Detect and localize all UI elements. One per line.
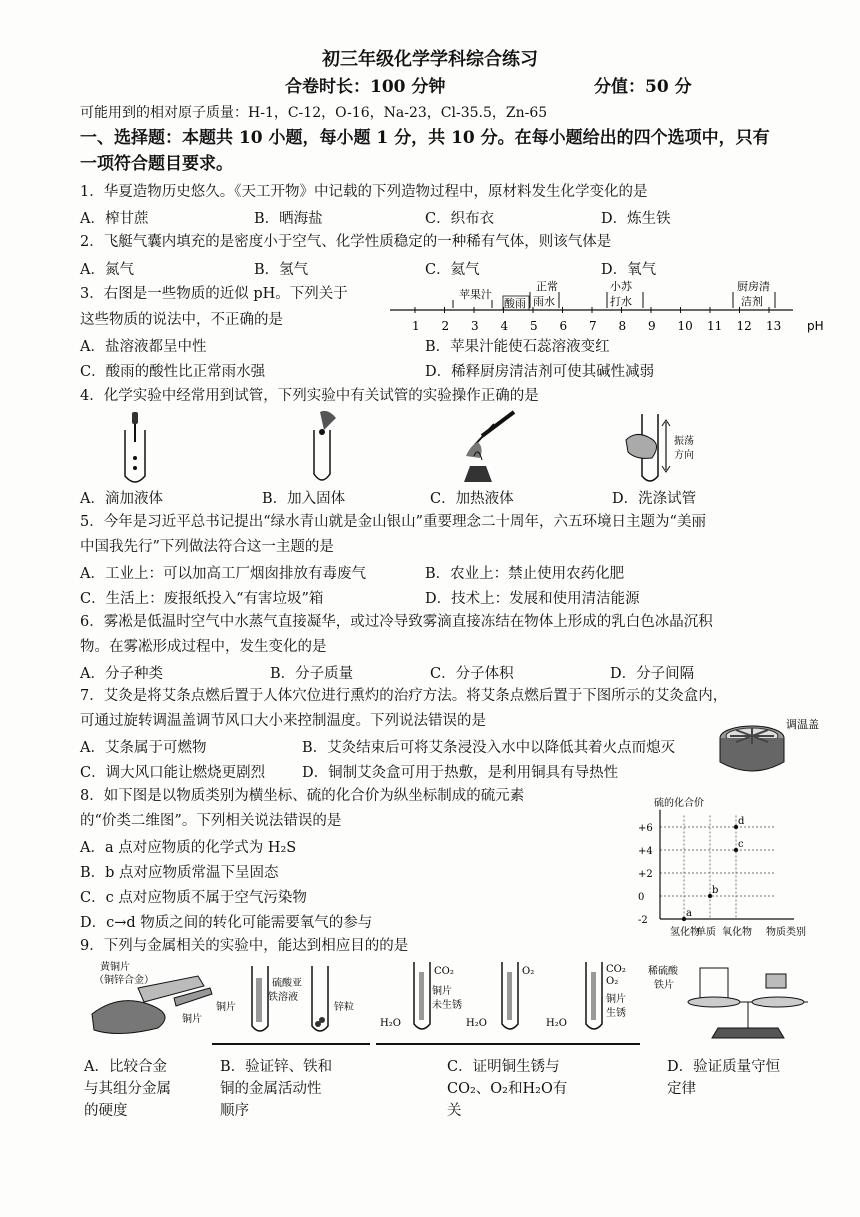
ph-tick-label: 2 bbox=[441, 319, 450, 333]
figC-label-3: 未生锈 bbox=[432, 1000, 462, 1011]
q6-option-b: B．分子质量 bbox=[270, 666, 354, 682]
figC-label-10: 生锈 bbox=[606, 1008, 626, 1019]
q4-option-a: A．滴加液体 bbox=[80, 491, 163, 507]
q5-option-c: C．生活上：废报纸投入“有害垃圾”箱 bbox=[80, 591, 324, 607]
q6-option-c: C．分子体积 bbox=[430, 666, 514, 682]
figC-label-11: H₂O bbox=[546, 1018, 567, 1029]
q3-option-d: D．稀释厨房清洁剂可使其碱性减弱 bbox=[425, 364, 655, 380]
figA-label-2: （铜锌合金） bbox=[94, 975, 154, 986]
exam-duration: 合卷时长：100 分钟 bbox=[285, 77, 446, 97]
ph-tick-label: 1 bbox=[412, 319, 420, 333]
ph-tick-label: 5 bbox=[530, 319, 538, 333]
ph-tick-label: 13 bbox=[766, 319, 782, 333]
q9-option-c-line2: CO₂、O₂和H₂O有 bbox=[447, 1081, 568, 1097]
valence-class-chart bbox=[626, 792, 826, 942]
q6-option-d: D．分子间隔 bbox=[610, 666, 695, 682]
solid-adding-figure bbox=[300, 408, 350, 484]
ph-tick-label: 9 bbox=[648, 319, 656, 333]
q5-option-d: D．技术上：发展和使用清洁能源 bbox=[425, 591, 640, 607]
q1-stem: 1．华夏造物历史悠久。《天工开物》中记载的下列造物过程中，原材料发生化学变化的是 bbox=[80, 184, 648, 200]
ph-tick-label: 10 bbox=[677, 319, 693, 333]
ph-label-normal: 正常 bbox=[536, 280, 558, 293]
copper-rust-figure bbox=[374, 958, 642, 1048]
figC-label-2: 铜片 bbox=[432, 986, 452, 997]
q5-stem: 5．今年是习近平总书记提出“绿水青山就是金山银山”重要理念二十周年，六五环境日主题为“美丽 bbox=[80, 514, 706, 530]
q8-stem: 8．如下图是以物质类别为横坐标、硫的化合价为纵坐标制成的硫元素 bbox=[80, 788, 525, 804]
point-label-b: b bbox=[712, 885, 719, 896]
y-tick-label: +2 bbox=[638, 869, 653, 880]
x-tick-label: 氧化物 bbox=[722, 927, 752, 938]
y-tick-label: +6 bbox=[638, 823, 653, 834]
figB-label-3: 铁溶液 bbox=[268, 992, 298, 1003]
x-axis-label: 物质类别 bbox=[766, 927, 806, 938]
y-tick-label: -2 bbox=[638, 915, 648, 926]
q1-option-a: A．榨甘蔗 bbox=[80, 211, 149, 227]
figC-label-9: 铜片 bbox=[606, 994, 626, 1005]
q8-option-b: B．b 点对应物质常温下呈固态 bbox=[80, 865, 279, 881]
q8-stem-cont: 的“价类二维图”。下列相关说法错误的是 bbox=[80, 813, 342, 829]
ph-tick-label: 12 bbox=[736, 319, 752, 333]
point-label-d: d bbox=[738, 816, 745, 827]
metal-activity-figure bbox=[212, 962, 372, 1048]
q7-option-d: D．铜制艾灸盒可用于热敷，是利用铜具有导热性 bbox=[302, 765, 619, 781]
ph-label-baking-soda-1: 小苏 bbox=[610, 280, 632, 293]
ph-unit-label: pH bbox=[807, 319, 824, 333]
exam-score: 分值：50 分 bbox=[594, 77, 692, 97]
moxa-box-figure bbox=[716, 714, 826, 778]
y-tick-label: 0 bbox=[638, 892, 645, 903]
ph-tick-label: 7 bbox=[589, 319, 597, 333]
q9-option-c-line1: C．证明铜生锈与 bbox=[447, 1059, 560, 1075]
q6-stem-cont: 物。在雾凇形成过程中，发生变化的是 bbox=[80, 639, 327, 655]
ph-label-cleaner-2: 洁剂 bbox=[741, 295, 763, 308]
figB-label-1: 铜片 bbox=[216, 1002, 236, 1013]
figA-label-1: 黄铜片 bbox=[100, 962, 130, 973]
q8-option-c: C．c 点对应物质不属于空气污染物 bbox=[80, 890, 307, 906]
figC-label-6: H₂O bbox=[466, 1018, 487, 1029]
q9-option-b-line1: B．验证锌、铁和 bbox=[220, 1059, 333, 1075]
q4-option-b: B．加入固体 bbox=[262, 491, 346, 507]
figC-label-5: O₂ bbox=[522, 966, 535, 977]
q6-option-a: A．分子种类 bbox=[80, 666, 163, 682]
q3-option-a: A．盐溶液都呈中性 bbox=[80, 339, 207, 355]
figB-label-2: 硫酸亚 bbox=[272, 978, 302, 989]
q1-option-c: C．织布衣 bbox=[425, 211, 495, 227]
y-axis-label: 硫的化合价 bbox=[654, 797, 704, 809]
apple-juice-bracket bbox=[453, 300, 492, 308]
brass-scratch-figure bbox=[78, 958, 218, 1040]
q9-option-a-line2: 与其组分金属 bbox=[84, 1081, 171, 1097]
q6-stem: 6．雾凇是低温时空气中水蒸气直接凝华，或过冷导致雾滴直接冻结在物体上形成的乳白色冰晶沉积 bbox=[80, 614, 713, 630]
x-tick-label: 氢化物 bbox=[670, 927, 700, 938]
figD-label-1: 稀硫酸 bbox=[648, 966, 678, 977]
ph-label-cleaner-1: 厨房清 bbox=[737, 280, 770, 293]
q2-option-c: C．氦气 bbox=[425, 262, 480, 278]
ph-scale-figure bbox=[385, 278, 825, 338]
q7-stem: 7．艾灸是将艾条点燃后置于人体穴位进行熏灼的治疗方法。将艾条点燃后置于下图所示的艾灸盒内， bbox=[80, 688, 728, 704]
q3-option-c: C．酸雨的酸性比正常雨水强 bbox=[80, 364, 266, 380]
ph-tick-label: 3 bbox=[471, 319, 479, 333]
q1-option-d: D．炼生铁 bbox=[601, 211, 671, 227]
q5-option-b: B．农业上：禁止使用农药化肥 bbox=[425, 566, 625, 582]
point-label-a: a bbox=[686, 908, 692, 919]
q3-option-b: B．苹果汁能使石蕊溶液变红 bbox=[425, 339, 610, 355]
washing-tube-figure bbox=[622, 410, 702, 486]
ph-label-rainwater: 雨水 bbox=[533, 295, 555, 308]
ph-tick-label: 4 bbox=[500, 319, 509, 333]
ph-label-apple-juice: 苹果汁 bbox=[459, 288, 492, 301]
balance-figure bbox=[648, 958, 818, 1048]
heating-liquid-figure bbox=[462, 408, 532, 486]
q4-stem: 4．化学实验中经常用到试管，下列实验中有关试管的实验操作正确的是 bbox=[80, 388, 539, 404]
q2-option-d: D．氧气 bbox=[601, 262, 657, 278]
q4-option-c: C．加热液体 bbox=[430, 491, 514, 507]
q2-stem: 2．飞艇气囊内填充的是密度小于空气、化学性质稳定的一种稀有气体，则该气体是 bbox=[80, 234, 612, 250]
figC-label-8: O₂ bbox=[606, 976, 619, 987]
figB-label-4: 锌粒 bbox=[334, 1002, 354, 1013]
shake-label-1: 振荡 bbox=[674, 436, 694, 447]
q9-option-a-line3: 的硬度 bbox=[84, 1103, 128, 1119]
figC-label-4: H₂O bbox=[380, 1018, 401, 1029]
y-tick-label: +4 bbox=[638, 846, 653, 857]
q7-option-a: A．艾条属于可燃物 bbox=[80, 740, 207, 756]
figC-label-1: CO₂ bbox=[434, 966, 454, 977]
q9-option-b-line2: 铜的金属活动性 bbox=[220, 1081, 322, 1097]
q7-option-b: B．艾灸结束后可将艾条浸没入水中以降低其着火点而熄灭 bbox=[302, 740, 676, 756]
q7-stem-cont: 可通过旋转调温盖调节风口大小来控制温度。下列说法错误的是 bbox=[80, 713, 486, 729]
q1-option-b: B．晒海盐 bbox=[254, 211, 323, 227]
x-tick-label: 单质 bbox=[696, 927, 716, 938]
ph-tick-label: 8 bbox=[618, 319, 627, 333]
q4-option-d: D．洗涤试管 bbox=[612, 491, 697, 507]
dropper-test-tube-figure bbox=[115, 412, 155, 484]
shake-label-2: 方向 bbox=[674, 450, 694, 461]
q5-option-a: A．工业上：可以加高工厂烟囱排放有毒废气 bbox=[80, 566, 366, 582]
q7-option-c: C．调大风口能让燃烧更剧烈 bbox=[80, 765, 266, 781]
q8-option-a: A．a 点对应物质的化学式为 H₂S bbox=[80, 840, 297, 856]
q9-stem: 9．下列与金属相关的实验中，能达到相应目的的是 bbox=[80, 938, 409, 954]
q9-option-a-line1: A．比较合金 bbox=[84, 1059, 167, 1075]
q9-option-c-line3: 关 bbox=[447, 1103, 462, 1119]
figD-label-2: 铁片 bbox=[654, 980, 674, 991]
figC-label-7: CO₂ bbox=[606, 964, 626, 975]
point-label-c: c bbox=[738, 839, 744, 850]
q9-option-d-line2: 定律 bbox=[667, 1081, 696, 1097]
q2-option-a: A．氮气 bbox=[80, 262, 134, 278]
q9-option-d-line1: D．验证质量守恒 bbox=[667, 1059, 781, 1075]
q3-stem-cont: 这些物质的说法中，不正确的是 bbox=[80, 312, 283, 328]
figA-label-3: 铜片 bbox=[182, 1014, 202, 1025]
exam-title: 初三年级化学学科综合练习 bbox=[322, 49, 538, 70]
ph-tick-label: 6 bbox=[559, 319, 568, 333]
atomic-mass-note: 可能用到的相对原子质量：H-1，C-12，O-16，Na-23，Cl-35.5，Zn-65 bbox=[80, 105, 548, 121]
ph-label-baking-soda-2: 打水 bbox=[610, 295, 632, 308]
ph-label-acid-rain: 酸雨 bbox=[504, 297, 526, 310]
q9-option-b-line3: 顺序 bbox=[220, 1103, 249, 1119]
q3-stem: 3．右图是一些物质的近似 pH。下列关于 bbox=[80, 286, 348, 302]
q5-stem-cont: 中国我先行”下列做法符合这一主题的是 bbox=[80, 539, 334, 555]
q2-option-b: B．氢气 bbox=[254, 262, 309, 278]
moxa-label: 调温盖 bbox=[786, 718, 819, 731]
ph-tick-label: 11 bbox=[707, 319, 723, 333]
q8-option-d: D．c→d 物质之间的转化可能需要氧气的参与 bbox=[80, 915, 373, 931]
section-heading-cont: 一项符合题目要求。 bbox=[80, 154, 233, 174]
section-heading: 一、选择题：本题共 10 小题，每小题 1 分，共 10 分。在每小题给出的四个选项中，只有 bbox=[80, 128, 770, 148]
